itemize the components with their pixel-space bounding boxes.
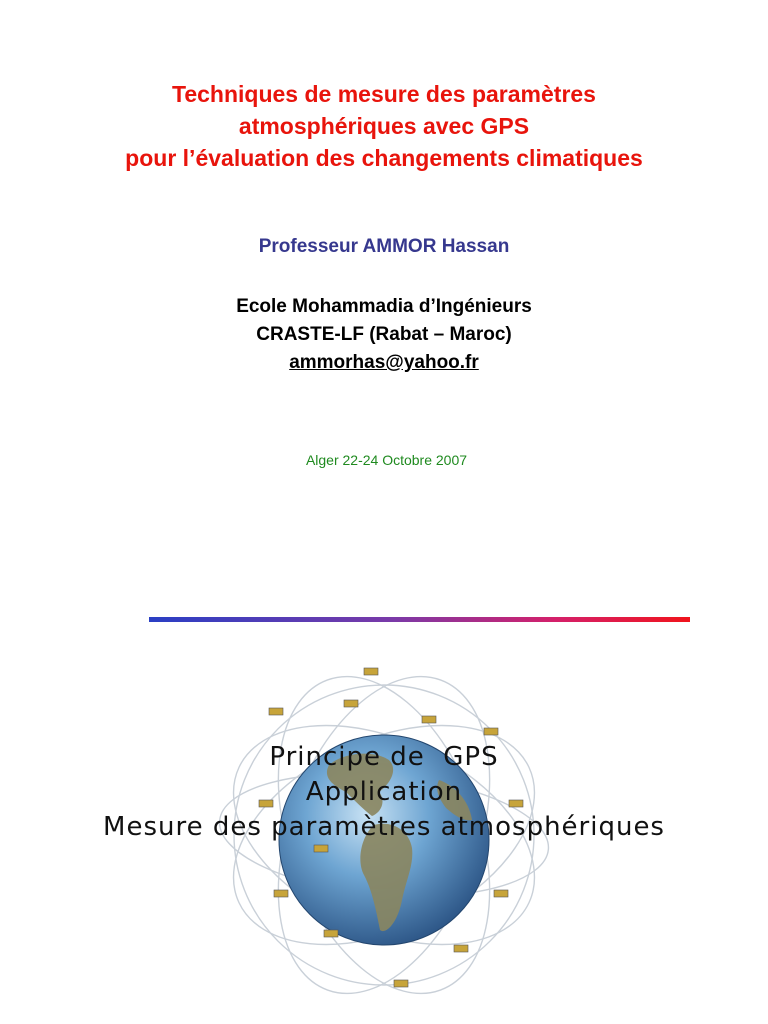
affiliation-school: Ecole Mohammadia d’Ingénieurs [236, 296, 532, 317]
subtitle-line-3: Mesure des paramètres atmosphériques [103, 812, 665, 842]
subtitle-line-1: Principe de GPS [269, 742, 499, 772]
subtitle-line-2: Application [305, 777, 463, 807]
title-line-2: atmosphériques avec GPS [238, 113, 530, 139]
author-name: Professeur AMMOR Hassan [258, 236, 510, 257]
gradient-divider [149, 617, 690, 622]
title-line-3: pour l’évaluation des changements climatiques [125, 145, 643, 171]
event-date: Alger 22-24 Octobre 2007 [305, 452, 468, 468]
affiliation [0, 293, 768, 377]
email-link[interactable]: ammorhas@yahoo.fr [289, 352, 479, 373]
document-title [0, 78, 768, 174]
slide-subtitle [0, 740, 768, 845]
affiliation-center: CRASTE-LF (Rabat – Maroc) [256, 324, 512, 345]
title-line-1: Techniques de mesure des paramètres [172, 81, 596, 107]
